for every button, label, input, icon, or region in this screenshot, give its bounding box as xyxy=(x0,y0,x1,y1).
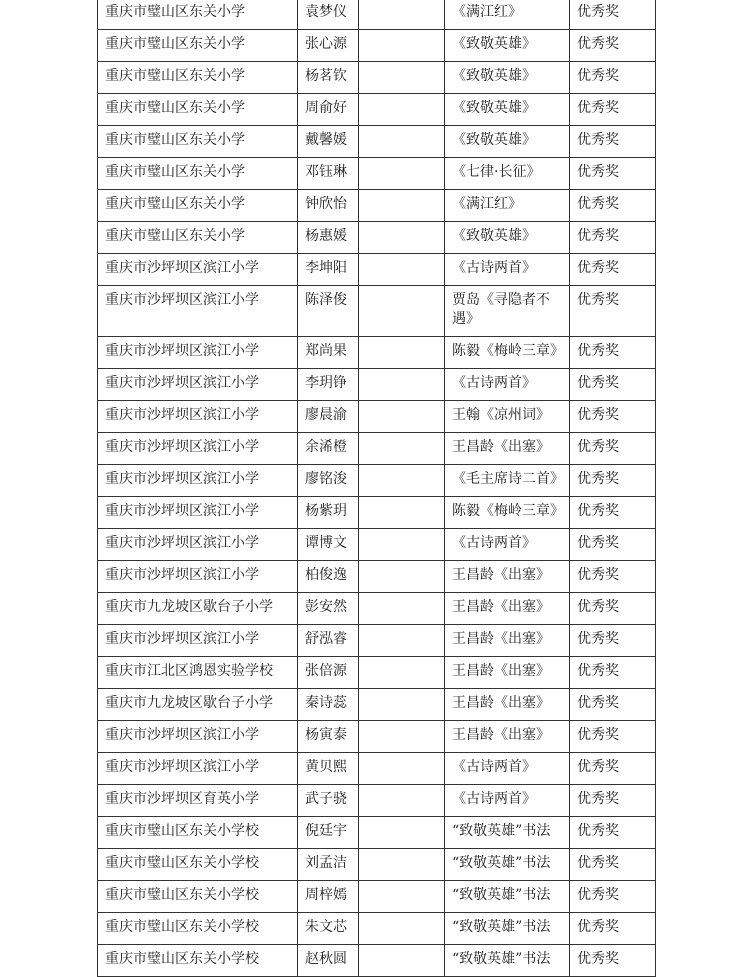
table-row xyxy=(98,657,656,689)
award-cell: 优秀奖 xyxy=(570,849,656,881)
work-title-cell: “致敬英雄”书法 xyxy=(445,913,570,945)
work-title-cell: “致敬英雄”书法 xyxy=(445,945,570,977)
work-title-cell: 王翰《凉州词》 xyxy=(445,401,570,433)
award-cell: 优秀奖 xyxy=(570,126,656,158)
table-row xyxy=(98,158,656,190)
work-title-cell: 王昌龄《出塞》 xyxy=(445,721,570,753)
table-row xyxy=(98,625,656,657)
teacher-cell xyxy=(359,190,445,222)
student-name-cell: 杨紫玥 xyxy=(298,497,359,529)
work-title-cell: 《致敬英雄》 xyxy=(445,222,570,254)
work-title-cell: “致敬英雄”书法 xyxy=(445,849,570,881)
work-title-cell: “致敬英雄”书法 xyxy=(445,817,570,849)
award-cell: 优秀奖 xyxy=(570,369,656,401)
award-cell: 优秀奖 xyxy=(570,913,656,945)
school-cell: 重庆市璧山区东关小学校 xyxy=(98,849,298,881)
school-cell: 重庆市璧山区东关小学校 xyxy=(98,817,298,849)
table-row xyxy=(98,529,656,561)
award-cell: 优秀奖 xyxy=(570,593,656,625)
teacher-cell xyxy=(359,30,445,62)
student-name-cell: 谭博文 xyxy=(298,529,359,561)
work-title-cell: 《致敬英雄》 xyxy=(445,30,570,62)
award-cell: 优秀奖 xyxy=(570,881,656,913)
school-cell: 重庆市沙坪坝区滨江小学 xyxy=(98,369,298,401)
award-cell: 优秀奖 xyxy=(570,401,656,433)
student-name-cell: 李玥铮 xyxy=(298,369,359,401)
award-cell: 优秀奖 xyxy=(570,497,656,529)
table-row xyxy=(98,0,656,30)
student-name-cell: 柏俊逸 xyxy=(298,561,359,593)
school-cell: 重庆市沙坪坝区滨江小学 xyxy=(98,337,298,369)
school-cell: 重庆市璧山区东关小学校 xyxy=(98,945,298,977)
table-row xyxy=(98,561,656,593)
award-cell: 优秀奖 xyxy=(570,465,656,497)
award-cell: 优秀奖 xyxy=(570,817,656,849)
student-name-cell: 秦诗蕊 xyxy=(298,689,359,721)
work-title-cell: 陈毅《梅岭三章》 xyxy=(445,337,570,369)
teacher-cell xyxy=(359,785,445,817)
teacher-cell xyxy=(359,529,445,561)
student-name-cell: 倪廷宇 xyxy=(298,817,359,849)
table-row xyxy=(98,785,656,817)
school-cell: 重庆市沙坪坝区滨江小学 xyxy=(98,254,298,286)
school-cell: 重庆市璧山区东关小学 xyxy=(98,30,298,62)
award-cell: 优秀奖 xyxy=(570,689,656,721)
teacher-cell xyxy=(359,222,445,254)
school-cell: 重庆市沙坪坝区滨江小学 xyxy=(98,465,298,497)
school-cell: 重庆市九龙坡区歇台子小学 xyxy=(98,689,298,721)
table-row xyxy=(98,849,656,881)
student-name-cell: 赵秋圆 xyxy=(298,945,359,977)
award-cell: 优秀奖 xyxy=(570,62,656,94)
student-name-cell: 朱文芯 xyxy=(298,913,359,945)
school-cell: 重庆市沙坪坝区滨江小学 xyxy=(98,286,298,337)
school-cell: 重庆市璧山区东关小学 xyxy=(98,62,298,94)
award-cell: 优秀奖 xyxy=(570,433,656,465)
table-row xyxy=(98,753,656,785)
teacher-cell xyxy=(359,721,445,753)
award-cell: 优秀奖 xyxy=(570,945,656,977)
award-cell: 优秀奖 xyxy=(570,94,656,126)
student-name-cell: 彭安然 xyxy=(298,593,359,625)
student-name-cell: 袁梦仪 xyxy=(298,0,359,30)
award-cell: 优秀奖 xyxy=(570,222,656,254)
teacher-cell xyxy=(359,369,445,401)
table-row xyxy=(98,593,656,625)
award-cell: 优秀奖 xyxy=(570,286,656,337)
table-row xyxy=(98,497,656,529)
table-row xyxy=(98,913,656,945)
teacher-cell xyxy=(359,593,445,625)
student-name-cell: 武子骁 xyxy=(298,785,359,817)
award-cell: 优秀奖 xyxy=(570,561,656,593)
school-cell: 重庆市沙坪坝区滨江小学 xyxy=(98,529,298,561)
award-cell: 优秀奖 xyxy=(570,753,656,785)
work-title-cell: “致敬英雄”书法 xyxy=(445,881,570,913)
work-title-cell: 《致敬英雄》 xyxy=(445,62,570,94)
school-cell: 重庆市璧山区东关小学 xyxy=(98,126,298,158)
work-title-cell: 王昌龄《出塞》 xyxy=(445,689,570,721)
table-row xyxy=(98,689,656,721)
work-title-cell: 《七律·长征》 xyxy=(445,158,570,190)
table-row xyxy=(98,337,656,369)
teacher-cell xyxy=(359,945,445,977)
student-name-cell: 张倍源 xyxy=(298,657,359,689)
work-title-cell: 《致敬英雄》 xyxy=(445,126,570,158)
teacher-cell xyxy=(359,913,445,945)
work-title-cell: 《致敬英雄》 xyxy=(445,94,570,126)
teacher-cell xyxy=(359,657,445,689)
school-cell: 重庆市璧山区东关小学 xyxy=(98,158,298,190)
teacher-cell xyxy=(359,337,445,369)
school-cell: 重庆市江北区鸿恩实验学校 xyxy=(98,657,298,689)
school-cell: 重庆市璧山区东关小学 xyxy=(98,222,298,254)
work-title-cell: 王昌龄《出塞》 xyxy=(445,433,570,465)
teacher-cell xyxy=(359,0,445,30)
student-name-cell: 杨茗钦 xyxy=(298,62,359,94)
student-name-cell: 舒泓睿 xyxy=(298,625,359,657)
table-row xyxy=(98,369,656,401)
award-cell: 优秀奖 xyxy=(570,158,656,190)
student-name-cell: 廖晨渝 xyxy=(298,401,359,433)
award-cell: 优秀奖 xyxy=(570,337,656,369)
teacher-cell xyxy=(359,158,445,190)
teacher-cell xyxy=(359,561,445,593)
student-name-cell: 邓钰琳 xyxy=(298,158,359,190)
teacher-cell xyxy=(359,881,445,913)
awards-table-body xyxy=(98,0,656,977)
school-cell: 重庆市璧山区东关小学 xyxy=(98,94,298,126)
table-row xyxy=(98,190,656,222)
table-row xyxy=(98,62,656,94)
teacher-cell xyxy=(359,625,445,657)
teacher-cell xyxy=(359,254,445,286)
table-row xyxy=(98,126,656,158)
teacher-cell xyxy=(359,497,445,529)
award-cell: 优秀奖 xyxy=(570,0,656,30)
award-cell: 优秀奖 xyxy=(570,190,656,222)
student-name-cell: 郑尚果 xyxy=(298,337,359,369)
work-title-cell: 王昌龄《出塞》 xyxy=(445,657,570,689)
student-name-cell: 戴馨媛 xyxy=(298,126,359,158)
table-row xyxy=(98,254,656,286)
school-cell: 重庆市沙坪坝区滨江小学 xyxy=(98,561,298,593)
school-cell: 重庆市璧山区东关小学 xyxy=(98,190,298,222)
table-row xyxy=(98,433,656,465)
school-cell: 重庆市璧山区东关小学校 xyxy=(98,881,298,913)
work-title-cell: 《满江红》 xyxy=(445,0,570,30)
table-row xyxy=(98,465,656,497)
awards-table xyxy=(97,0,656,977)
student-name-cell: 钟欣怡 xyxy=(298,190,359,222)
student-name-cell: 杨惠媛 xyxy=(298,222,359,254)
teacher-cell xyxy=(359,401,445,433)
school-cell: 重庆市沙坪坝区滨江小学 xyxy=(98,753,298,785)
student-name-cell: 杨寅泰 xyxy=(298,721,359,753)
teacher-cell xyxy=(359,689,445,721)
work-title-cell: 《古诗两首》 xyxy=(445,369,570,401)
teacher-cell xyxy=(359,62,445,94)
work-title-cell: 《古诗两首》 xyxy=(445,254,570,286)
award-cell: 优秀奖 xyxy=(570,625,656,657)
student-name-cell: 周梓嫣 xyxy=(298,881,359,913)
table-row xyxy=(98,945,656,977)
table-row xyxy=(98,881,656,913)
teacher-cell xyxy=(359,286,445,337)
teacher-cell xyxy=(359,849,445,881)
award-cell: 优秀奖 xyxy=(570,785,656,817)
table-row xyxy=(98,286,656,337)
table-row xyxy=(98,222,656,254)
school-cell: 重庆市璧山区东关小学校 xyxy=(98,913,298,945)
student-name-cell: 黄贝熙 xyxy=(298,753,359,785)
table-row xyxy=(98,721,656,753)
teacher-cell xyxy=(359,126,445,158)
school-cell: 重庆市沙坪坝区滨江小学 xyxy=(98,497,298,529)
table-row xyxy=(98,817,656,849)
award-cell: 优秀奖 xyxy=(570,30,656,62)
work-title-cell: 王昌龄《出塞》 xyxy=(445,625,570,657)
work-title-cell: 《毛主席诗二首》 xyxy=(445,465,570,497)
school-cell: 重庆市沙坪坝区滨江小学 xyxy=(98,721,298,753)
student-name-cell: 李坤阳 xyxy=(298,254,359,286)
school-cell: 重庆市沙坪坝区滨江小学 xyxy=(98,401,298,433)
student-name-cell: 廖铭浚 xyxy=(298,465,359,497)
table-row xyxy=(98,30,656,62)
teacher-cell xyxy=(359,433,445,465)
award-cell: 优秀奖 xyxy=(570,657,656,689)
work-title-cell: 王昌龄《出塞》 xyxy=(445,561,570,593)
school-cell: 重庆市沙坪坝区育英小学 xyxy=(98,785,298,817)
table-row xyxy=(98,401,656,433)
teacher-cell xyxy=(359,753,445,785)
student-name-cell: 周俞好 xyxy=(298,94,359,126)
teacher-cell xyxy=(359,817,445,849)
work-title-cell: 《满江红》 xyxy=(445,190,570,222)
award-cell: 优秀奖 xyxy=(570,721,656,753)
school-cell: 重庆市沙坪坝区滨江小学 xyxy=(98,433,298,465)
school-cell: 重庆市璧山区东关小学 xyxy=(98,0,298,30)
student-name-cell: 张心源 xyxy=(298,30,359,62)
teacher-cell xyxy=(359,94,445,126)
work-title-cell: 《古诗两首》 xyxy=(445,753,570,785)
work-title-cell: 贾岛《寻隐者不遇》 xyxy=(445,286,570,337)
student-name-cell: 陈泽俊 xyxy=(298,286,359,337)
work-title-cell: 陈毅《梅岭三章》 xyxy=(445,497,570,529)
award-cell: 优秀奖 xyxy=(570,529,656,561)
school-cell: 重庆市九龙坡区歇台子小学 xyxy=(98,593,298,625)
school-cell: 重庆市沙坪坝区滨江小学 xyxy=(98,625,298,657)
work-title-cell: 《古诗两首》 xyxy=(445,529,570,561)
teacher-cell xyxy=(359,465,445,497)
work-title-cell: 王昌龄《出塞》 xyxy=(445,593,570,625)
work-title-cell: 《古诗两首》 xyxy=(445,785,570,817)
award-cell: 优秀奖 xyxy=(570,254,656,286)
student-name-cell: 刘孟洁 xyxy=(298,849,359,881)
table-row xyxy=(98,94,656,126)
student-name-cell: 余浠橙 xyxy=(298,433,359,465)
